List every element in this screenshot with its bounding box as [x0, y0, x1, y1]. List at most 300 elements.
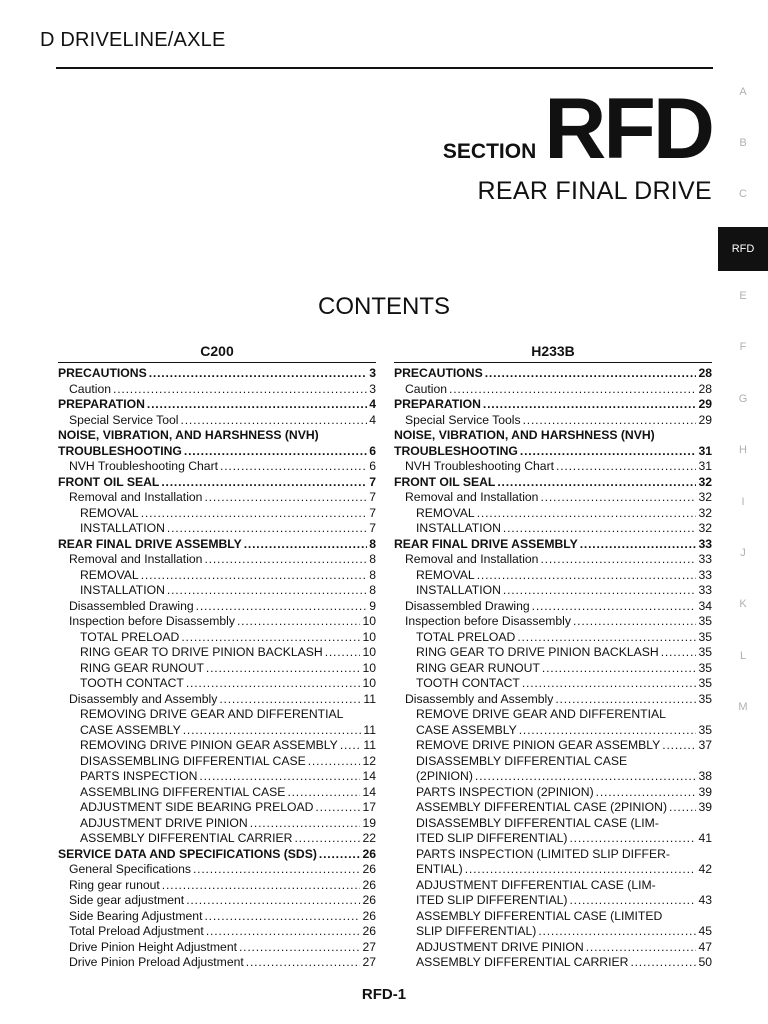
toc-entry-title: REMOVAL	[80, 505, 139, 520]
toc-entry-page: 37	[698, 738, 712, 752]
toc-entry[interactable]	[58, 940, 376, 956]
dot-leader	[162, 878, 361, 894]
toc-entry[interactable]	[58, 552, 376, 568]
toc-entry-title: TOOTH CONTACT	[416, 676, 520, 690]
toc-entry[interactable]	[394, 738, 712, 754]
toc-column-heading: C200	[200, 343, 234, 359]
dot-leader	[573, 614, 696, 630]
toc-entry-title: CASE ASSEMBLY	[80, 722, 181, 737]
side-tab-f[interactable]: F	[739, 341, 747, 353]
toc-column-heading: H233B	[531, 343, 575, 359]
toc-column-c200	[58, 340, 376, 971]
toc-list	[58, 366, 376, 971]
toc-entry-title: REMOVAL	[416, 505, 475, 520]
toc-entry-page: 19	[362, 815, 376, 830]
toc-entry-title: ASSEMBLY DIFFERENTIAL CASE (2PINION)	[416, 800, 668, 814]
dot-leader	[569, 831, 696, 847]
toc-entry-page: 26	[362, 924, 376, 938]
dot-leader	[661, 645, 697, 661]
toc-entry[interactable]	[394, 676, 712, 692]
side-tab-m[interactable]: M	[738, 701, 748, 713]
toc-entry[interactable]	[58, 413, 376, 429]
side-tab-l[interactable]: L	[739, 650, 747, 662]
toc-entry-title: FRONT OIL SEAL	[58, 474, 160, 489]
toc-entry[interactable]	[58, 490, 376, 506]
dot-leader	[244, 537, 367, 553]
dot-leader	[206, 924, 361, 940]
toc-entry[interactable]	[58, 583, 376, 599]
side-tab-i[interactable]: I	[741, 496, 745, 508]
toc-entry[interactable]	[58, 800, 376, 816]
dot-leader	[204, 909, 360, 925]
toc-entry-title: INSTALLATION	[416, 521, 501, 535]
toc-entry-title: REMOVAL	[80, 567, 139, 582]
toc-entry-page: 4	[369, 397, 376, 411]
toc-entry-title: INSTALLATION	[80, 521, 165, 535]
dot-leader	[206, 661, 361, 677]
toc-entry[interactable]	[58, 831, 376, 847]
toc-entry-page: 45	[698, 924, 712, 938]
toc-entry-page: 4	[369, 412, 376, 427]
toc-entry-title: REMOVE DRIVE GEAR AND DIFFERENTIAL	[416, 707, 666, 721]
dot-leader	[167, 521, 367, 537]
toc-entry[interactable]	[58, 428, 376, 444]
dot-leader	[237, 614, 360, 630]
toc-entry-page: 7	[369, 505, 376, 520]
toc-entry[interactable]	[58, 366, 376, 382]
toc-entry-page: 38	[698, 769, 712, 783]
toc-entry-page: 32	[698, 521, 712, 535]
contents-heading: CONTENTS	[318, 293, 450, 320]
toc-entry-title: REMOVING DRIVE GEAR AND DIFFERENTIAL	[80, 707, 344, 721]
dot-leader	[532, 599, 697, 615]
toc-entry-page: 26	[362, 846, 376, 861]
dot-leader	[220, 459, 367, 475]
toc-entry-page: 29	[698, 397, 712, 411]
dot-leader	[149, 366, 368, 382]
toc-entry-title: NVH Troubleshooting Chart	[69, 459, 219, 473]
toc-entry[interactable]	[394, 413, 712, 429]
toc-entry[interactable]	[394, 816, 712, 832]
toc-entry[interactable]	[394, 893, 712, 909]
dot-leader	[250, 816, 361, 832]
toc-entry-title: INSTALLATION	[416, 583, 501, 597]
toc-entry-title: ITED SLIP DIFFERENTIAL)	[416, 893, 568, 907]
toc-entry-page: 7	[369, 474, 376, 489]
toc-entry-title: DISASSEMBLY DIFFERENTIAL CASE	[416, 753, 628, 768]
side-tab-g[interactable]: G	[738, 393, 748, 405]
toc-entry-title: PARTS INSPECTION (LIMITED SLIP DIFFER-	[416, 846, 670, 861]
side-tab-j[interactable]: J	[740, 547, 746, 559]
toc-entry[interactable]	[394, 444, 712, 460]
toc-entry-title: RING GEAR TO DRIVE PINION BACKLASH	[80, 645, 323, 659]
toc-entry[interactable]	[394, 878, 712, 894]
dot-leader	[181, 413, 368, 429]
toc-entry-title: Side Bearing Adjustment	[69, 908, 203, 923]
toc-entry-page: 3	[369, 381, 376, 396]
dot-leader	[186, 676, 361, 692]
toc-entry-page: 35	[698, 691, 712, 706]
toc-entry-title: FRONT OIL SEAL	[394, 474, 496, 489]
toc-entry-title: Drive Pinion Height Adjustment	[69, 939, 237, 954]
toc-entry-page: 43	[698, 893, 712, 907]
toc-entry[interactable]	[58, 816, 376, 832]
toc-entry[interactable]	[58, 847, 376, 863]
toc-entry-page: 35	[698, 676, 712, 690]
toc-entry-page: 7	[369, 490, 376, 504]
toc-entry-title: Drive Pinion Preload Adjustment	[69, 955, 244, 969]
dot-leader	[523, 413, 697, 429]
toc-entry-title: RING GEAR TO DRIVE PINION BACKLASH	[416, 645, 659, 659]
section-subtitle: REAR FINAL DRIVE	[477, 177, 712, 205]
toc-entry[interactable]	[394, 769, 712, 785]
dot-leader	[669, 800, 696, 816]
dot-leader	[181, 630, 360, 646]
toc-entry-page: 8	[369, 567, 376, 582]
toc-entry-page: 3	[369, 366, 376, 380]
toc-entry-title: (2PINION)	[416, 769, 473, 783]
toc-entry[interactable]	[394, 552, 712, 568]
toc-entry[interactable]	[58, 521, 376, 537]
dot-leader	[141, 568, 368, 584]
toc-entry[interactable]	[394, 924, 712, 940]
toc-entry-page: 11	[363, 691, 376, 706]
toc-entry-page: 33	[698, 536, 712, 551]
toc-entry-page: 28	[698, 366, 712, 380]
toc-entry-page: 26	[362, 893, 376, 907]
toc-entry-title: DISASSEMBLING DIFFERENTIAL CASE	[80, 753, 306, 768]
dot-leader	[519, 723, 697, 739]
dot-leader	[315, 800, 360, 816]
dot-leader	[542, 661, 697, 677]
toc-entry-title: ADJUSTMENT DRIVE PINION	[80, 815, 248, 830]
toc-entry[interactable]	[394, 692, 712, 708]
toc-entry-title: PARTS INSPECTION	[80, 769, 198, 783]
dot-leader	[167, 583, 367, 599]
toc-entry-title: REAR FINAL DRIVE ASSEMBLY	[394, 536, 578, 551]
side-tab-rfd[interactable]: RFD	[718, 227, 768, 271]
dot-leader	[196, 599, 368, 615]
toc-entry-page: 34	[698, 598, 712, 613]
toc-entry-page: 10	[362, 614, 376, 628]
toc-entry-title: ADJUSTMENT DIFFERENTIAL CASE (LIM-	[416, 877, 656, 892]
toc-entry-page: 8	[369, 536, 376, 551]
toc-entry[interactable]	[58, 459, 376, 475]
toc-list	[394, 366, 712, 971]
toc-entry-page: 26	[362, 877, 376, 892]
toc-entry-title: REMOVAL	[416, 567, 475, 582]
toc-entry[interactable]	[58, 568, 376, 584]
toc-entry-page: 9	[369, 598, 376, 613]
dot-leader	[199, 769, 360, 785]
toc-entry-page: 10	[362, 645, 376, 659]
toc-entry-title: NVH Troubleshooting Chart	[405, 459, 555, 473]
dot-leader	[184, 444, 367, 460]
toc-entry-page: 26	[362, 908, 376, 923]
dot-leader	[569, 893, 696, 909]
toc-entry-title: ASSEMBLY DIFFERENTIAL CARRIER	[80, 831, 293, 845]
toc-entry-page: 8	[369, 583, 376, 597]
toc-entry[interactable]	[58, 630, 376, 646]
toc-entry-page: 31	[698, 443, 712, 458]
toc-entry[interactable]	[58, 878, 376, 894]
dot-leader	[477, 506, 697, 522]
dot-leader	[287, 785, 360, 801]
page-number: RFD-1	[361, 986, 407, 1003]
toc-entry-title: Disassembled Drawing	[405, 598, 530, 613]
toc-entry[interactable]	[58, 955, 376, 971]
toc-entry[interactable]	[394, 397, 712, 413]
toc-entry-page: 28	[698, 381, 712, 396]
toc-entry-page: 47	[698, 939, 712, 954]
toc-entry[interactable]	[394, 955, 712, 971]
toc-entry-title: RING GEAR RUNOUT	[80, 660, 204, 675]
toc-entry-page: 39	[698, 800, 712, 814]
toc-entry-page: 39	[698, 784, 712, 799]
toc-entry[interactable]	[58, 924, 376, 940]
toc-entry[interactable]	[394, 428, 712, 444]
toc-entry[interactable]	[394, 537, 712, 553]
toc-entry-page: 35	[698, 660, 712, 675]
toc-entry-page: 31	[698, 459, 712, 473]
dot-leader	[540, 490, 696, 506]
toc-entry[interactable]	[58, 769, 376, 785]
toc-entry-title: ITED SLIP DIFFERENTIAL)	[416, 831, 568, 845]
toc-entry-title: CASE ASSEMBLY	[416, 722, 517, 737]
dot-leader	[147, 397, 367, 413]
toc-entry[interactable]	[58, 754, 376, 770]
toc-entry[interactable]	[58, 676, 376, 692]
dot-leader	[596, 785, 697, 801]
toc-entry[interactable]	[394, 909, 712, 925]
section-title	[442, 81, 712, 177]
toc-entry-page: 32	[698, 505, 712, 520]
toc-entry[interactable]	[394, 645, 712, 661]
toc-entry-page: 11	[363, 722, 376, 737]
toc-entry[interactable]	[394, 521, 712, 537]
toc-entry-title: Ring gear runout	[69, 877, 160, 892]
toc-entry-page: 22	[362, 831, 376, 845]
toc-entry-title: TOOTH CONTACT	[80, 676, 184, 690]
side-tab-h[interactable]: H	[739, 444, 747, 456]
toc-entry-title: Removal and Installation	[405, 552, 539, 566]
dot-leader	[161, 475, 367, 491]
column-rule	[58, 362, 376, 363]
dot-leader	[586, 940, 697, 956]
toc-entry-page: 27	[362, 955, 376, 969]
toc-entry[interactable]	[58, 614, 376, 630]
toc-entry-title: REAR FINAL DRIVE ASSEMBLY	[58, 536, 242, 551]
toc-entry[interactable]	[394, 568, 712, 584]
toc-entry-title: TROUBLESHOOTING	[394, 443, 518, 458]
toc-entry-title: Disassembly and Assembly	[405, 691, 554, 706]
toc-entry-title: REMOVING DRIVE PINION GEAR ASSEMBLY	[80, 738, 338, 752]
toc-entry-title: Inspection before Disassembly	[69, 614, 235, 628]
dot-leader	[465, 862, 697, 878]
toc-entry-title: ADJUSTMENT SIDE BEARING PRELOAD	[80, 800, 314, 814]
toc-entry-page: 35	[698, 629, 712, 644]
side-tab-b[interactable]: B	[739, 137, 747, 149]
toc-entry[interactable]	[394, 940, 712, 956]
toc-entry-title: PRECAUTIONS	[394, 366, 483, 380]
toc-entry[interactable]	[58, 692, 376, 708]
toc-entry[interactable]	[58, 707, 376, 723]
dot-leader	[308, 754, 361, 770]
toc-entry[interactable]	[58, 444, 376, 460]
toc-entry[interactable]	[58, 645, 376, 661]
toc-entry[interactable]	[394, 614, 712, 630]
toc-entry-page: 10	[362, 629, 376, 644]
dot-leader	[630, 955, 696, 971]
dot-leader	[540, 552, 696, 568]
toc-entry[interactable]	[394, 599, 712, 615]
toc-entry[interactable]	[394, 847, 712, 863]
dot-leader	[186, 893, 360, 909]
dot-leader	[204, 490, 367, 506]
dot-leader	[183, 723, 362, 739]
toc-entry-page: 12	[362, 753, 376, 768]
toc-entry[interactable]	[58, 382, 376, 398]
toc-column-h233b	[394, 340, 712, 971]
toc-entry-title: Caution	[69, 381, 112, 396]
section-header: D DRIVELINE/AXLE	[40, 29, 226, 51]
toc-entry[interactable]	[58, 397, 376, 413]
dot-leader	[580, 537, 697, 553]
toc-entry[interactable]	[394, 831, 712, 847]
toc-entry[interactable]	[394, 506, 712, 522]
toc-entry-title: Special Service Tools	[405, 412, 521, 427]
toc-entry-page: 33	[698, 552, 712, 566]
toc-entry[interactable]	[394, 723, 712, 739]
toc-entry-page: 35	[698, 645, 712, 659]
toc-entry[interactable]	[58, 909, 376, 925]
side-tab-a[interactable]: A	[739, 86, 747, 98]
toc-entry-title: RING GEAR RUNOUT	[416, 660, 540, 675]
toc-entry[interactable]	[58, 475, 376, 491]
toc-entry-title: DISASSEMBLY DIFFERENTIAL CASE (LIM-	[416, 815, 659, 830]
toc-entry[interactable]	[58, 506, 376, 522]
toc-entry-page: 7	[369, 521, 376, 535]
toc-entry[interactable]	[394, 459, 712, 475]
toc-entry[interactable]	[394, 630, 712, 646]
toc-entry-title: ADJUSTMENT DRIVE PINION	[416, 939, 584, 954]
toc-entry[interactable]	[58, 862, 376, 878]
toc-entry[interactable]	[394, 754, 712, 770]
toc-entry-title: PREPARATION	[58, 397, 145, 411]
dot-leader	[193, 862, 360, 878]
dot-leader	[113, 382, 367, 398]
toc-entry-page: 10	[362, 676, 376, 690]
toc-entry-page: 6	[369, 443, 376, 458]
dot-leader	[503, 583, 697, 599]
toc-entry-page: 10	[362, 660, 376, 675]
toc-entry-page: 33	[698, 567, 712, 582]
toc-entry-title: TROUBLESHOOTING	[58, 443, 182, 458]
toc-entry-title: Caution	[405, 381, 448, 396]
toc-entry[interactable]	[394, 382, 712, 398]
toc-entry[interactable]	[394, 707, 712, 723]
toc-entry[interactable]	[394, 490, 712, 506]
dot-leader	[141, 506, 368, 522]
dot-leader	[239, 940, 360, 956]
toc-entry-page: 6	[369, 459, 376, 473]
toc-entry[interactable]	[394, 366, 712, 382]
toc-entry-title: Disassembly and Assembly	[69, 691, 218, 706]
section-code: RFD	[544, 81, 712, 177]
toc-entry-title: PARTS INSPECTION (2PINION)	[416, 784, 594, 799]
dot-leader	[246, 955, 361, 971]
side-tab-index	[718, 0, 768, 1024]
toc-entry-page: 41	[698, 831, 712, 845]
toc-entry-title: Side gear adjustment	[69, 893, 185, 907]
toc-entry[interactable]	[58, 723, 376, 739]
toc-entry[interactable]	[58, 537, 376, 553]
toc-entry-title: ASSEMBLY DIFFERENTIAL CASE (LIMITED	[416, 908, 663, 923]
dot-leader	[319, 847, 361, 863]
toc-entry-page: 14	[362, 769, 376, 783]
toc-entry-title: PRECAUTIONS	[58, 366, 147, 380]
toc-entry-title: PREPARATION	[394, 397, 481, 411]
toc-entry-title: Inspection before Disassembly	[405, 614, 571, 628]
dot-leader	[325, 645, 361, 661]
dot-leader	[449, 382, 696, 398]
toc-entry-title: Removal and Installation	[405, 490, 539, 504]
toc-entry[interactable]	[394, 475, 712, 491]
toc-entry-page: 14	[362, 784, 376, 799]
toc-entry[interactable]	[58, 893, 376, 909]
toc-entry[interactable]	[58, 599, 376, 615]
toc-entry-page: 42	[698, 862, 712, 876]
toc-entry[interactable]	[58, 785, 376, 801]
toc-entry[interactable]	[394, 583, 712, 599]
side-tab-c[interactable]: C	[739, 188, 747, 200]
toc-entry-page: 50	[698, 955, 712, 969]
toc-entry-page: 35	[698, 614, 712, 628]
toc-entry[interactable]	[394, 800, 712, 816]
toc-entry[interactable]	[394, 785, 712, 801]
dot-leader	[483, 397, 697, 413]
toc-entry-title: ENTIAL)	[416, 862, 463, 876]
dot-leader	[522, 676, 697, 692]
toc-entry[interactable]	[394, 862, 712, 878]
toc-entry[interactable]	[58, 738, 376, 754]
toc-entry-page: 26	[362, 862, 376, 876]
toc-entry-title: SLIP DIFFERENTIAL)	[416, 924, 537, 938]
section-word: SECTION	[442, 140, 537, 163]
toc-entry-page: 17	[362, 800, 376, 814]
dot-leader	[340, 738, 362, 754]
toc-entry[interactable]	[394, 661, 712, 677]
toc-entry-page: 33	[698, 583, 712, 597]
dot-leader	[497, 475, 696, 491]
side-tab-e[interactable]: E	[739, 290, 747, 302]
toc-entry-page: 27	[362, 939, 376, 954]
header-rule	[56, 67, 713, 69]
side-tab-k[interactable]: K	[739, 598, 747, 610]
toc-entry-title: ASSEMBLY DIFFERENTIAL CARRIER	[416, 955, 629, 969]
toc-entry-page: 8	[369, 552, 376, 566]
toc-entry[interactable]	[58, 661, 376, 677]
dot-leader	[538, 924, 696, 940]
dot-leader	[556, 459, 696, 475]
dot-leader	[294, 831, 360, 847]
dot-leader	[503, 521, 697, 537]
toc-entry-title: Removal and Installation	[69, 490, 203, 504]
toc-entry-title: Special Service Tool	[69, 412, 179, 427]
dot-leader	[477, 568, 697, 584]
dot-leader	[475, 769, 697, 785]
toc-entry-title: REMOVE DRIVE PINION GEAR ASSEMBLY	[416, 738, 661, 752]
